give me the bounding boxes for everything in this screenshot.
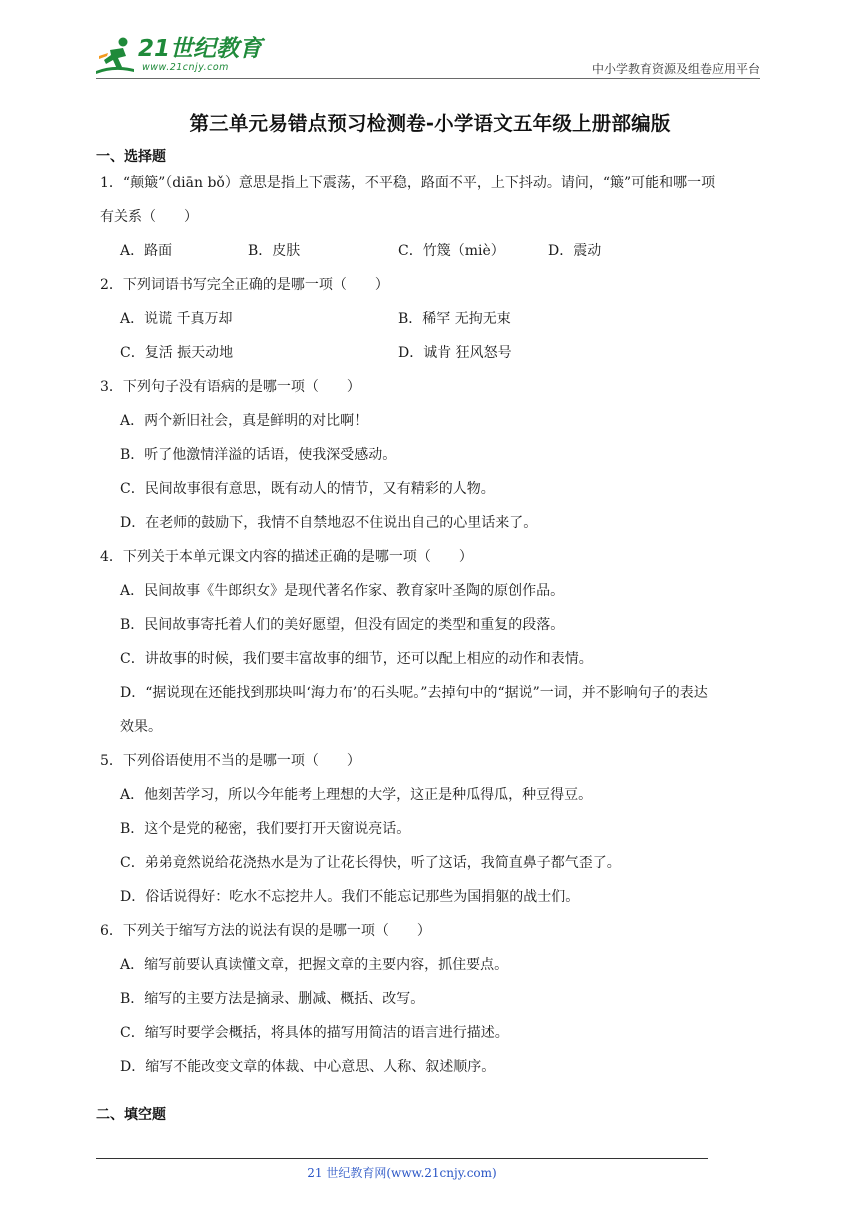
question-5-option-c: C．弟弟竟然说给花浇热水是为了让花长得快，听了这话，我简直鼻子都气歪了。 <box>120 855 621 871</box>
footer-text: 21 世纪教育网(www.21cnjy.com) <box>307 1166 497 1180</box>
question-2-option-c: C．复活 振天动地 <box>120 345 234 361</box>
question-1-line-1: 1．“颠簸”（diān bǒ）意思是指上下震荡，不平稳，路面不平，上下抖动。请问，“簸”可能和哪一项 <box>100 175 716 191</box>
question-1-option-a: A．路面 <box>120 243 173 259</box>
question-3-option-b: B．听了他激情洋溢的话语，使我深受感动。 <box>120 447 397 463</box>
question-3-option-a: A．两个新旧社会，真是鲜明的对比啊！ <box>120 413 369 429</box>
question-6-option-d: D．缩写不能改变文章的体裁、中心意思、人称、叙述顺序。 <box>120 1059 496 1075</box>
page-header <box>96 34 760 78</box>
question-6-option-b: B．缩写的主要方法是摘录、删减、概括、改写。 <box>120 991 425 1007</box>
logo <box>96 34 266 78</box>
question-2-option-a: A．说谎 千真万却 <box>120 311 233 327</box>
question-1-option-b: B．皮肤 <box>248 243 301 259</box>
question-5-option-d: D．俗话说得好：吃水不忘挖井人。我们不能忘记那些为国捐躯的战士们。 <box>120 889 580 905</box>
question-4-line-1: 4．下列关于本单元课文内容的描述正确的是哪一项（ ） <box>100 549 473 565</box>
section-heading-choice: 一、选择题 <box>96 149 166 165</box>
question-4-option-d-continued: 效果。 <box>120 719 162 735</box>
question-6-line-1: 6．下列关于缩写方法的说法有误的是哪一项（ ） <box>100 923 431 939</box>
question-4-option-b: B．民间故事寄托着人们的美好愿望，但没有固定的类型和重复的段落。 <box>120 617 565 633</box>
runner-logo-icon <box>96 36 136 76</box>
question-3-line-1: 3．下列句子没有语病的是哪一项（ ） <box>100 379 361 395</box>
question-3-option-d: D．在老师的鼓励下，我情不自禁地忍不住说出自己的心里话来了。 <box>120 515 538 531</box>
question-4-option-a: A．民间故事《牛郎织女》是现代著名作家、教育家叶圣陶的原创作品。 <box>120 583 565 599</box>
question-2-option-b: B．稀罕 无拘无束 <box>398 311 511 327</box>
header-divider <box>96 78 760 79</box>
question-5-option-a: A．他刻苦学习，所以今年能考上理想的大学，这正是种瓜得瓜，种豆得豆。 <box>120 787 593 803</box>
question-3-option-c: C．民间故事很有意思，既有动人的情节，又有精彩的人物。 <box>120 481 495 497</box>
footer-divider <box>96 1158 708 1159</box>
logo-text: 21世纪教育 <box>138 36 263 62</box>
question-4-option-d: D．“据说现在还能找到那块叫‘海力布’的石头呢。”去掉句中的“据说”一词，并不影响句子的表达 <box>120 685 708 701</box>
question-1-line-2: 有关系（ ） <box>100 209 198 225</box>
logo-url: www.21cnjy.com <box>142 62 229 73</box>
question-1-option-c: C．竹篾（miè） <box>398 243 505 259</box>
question-2-option-d: D．诚肯 狂风怒号 <box>398 345 512 361</box>
platform-name: 中小学教育资源及组卷应用平台 <box>591 62 760 76</box>
section-heading-fill-blank: 二、填空题 <box>96 1107 166 1123</box>
question-2-line-1: 2．下列词语书写完全正确的是哪一项（ ） <box>100 277 389 293</box>
question-6-option-a: A．缩写前要认真读懂文章，把握文章的主要内容，抓住要点。 <box>120 957 509 973</box>
question-5-option-b: B．这个是党的秘密，我们要打开天窗说亮话。 <box>120 821 411 837</box>
question-1-option-d: D．震动 <box>548 243 602 259</box>
question-5-line-1: 5．下列俗语使用不当的是哪一项（ ） <box>100 753 361 769</box>
question-4-option-c: C．讲故事的时候，我们要丰富故事的细节，还可以配上相应的动作和表情。 <box>120 651 593 667</box>
question-6-option-c: C．缩写时要学会概括，将具体的描写用简洁的语言进行描述。 <box>120 1025 509 1041</box>
page-title: 第三单元易错点预习检测卷-小学语文五年级上册部编版 <box>189 112 671 135</box>
